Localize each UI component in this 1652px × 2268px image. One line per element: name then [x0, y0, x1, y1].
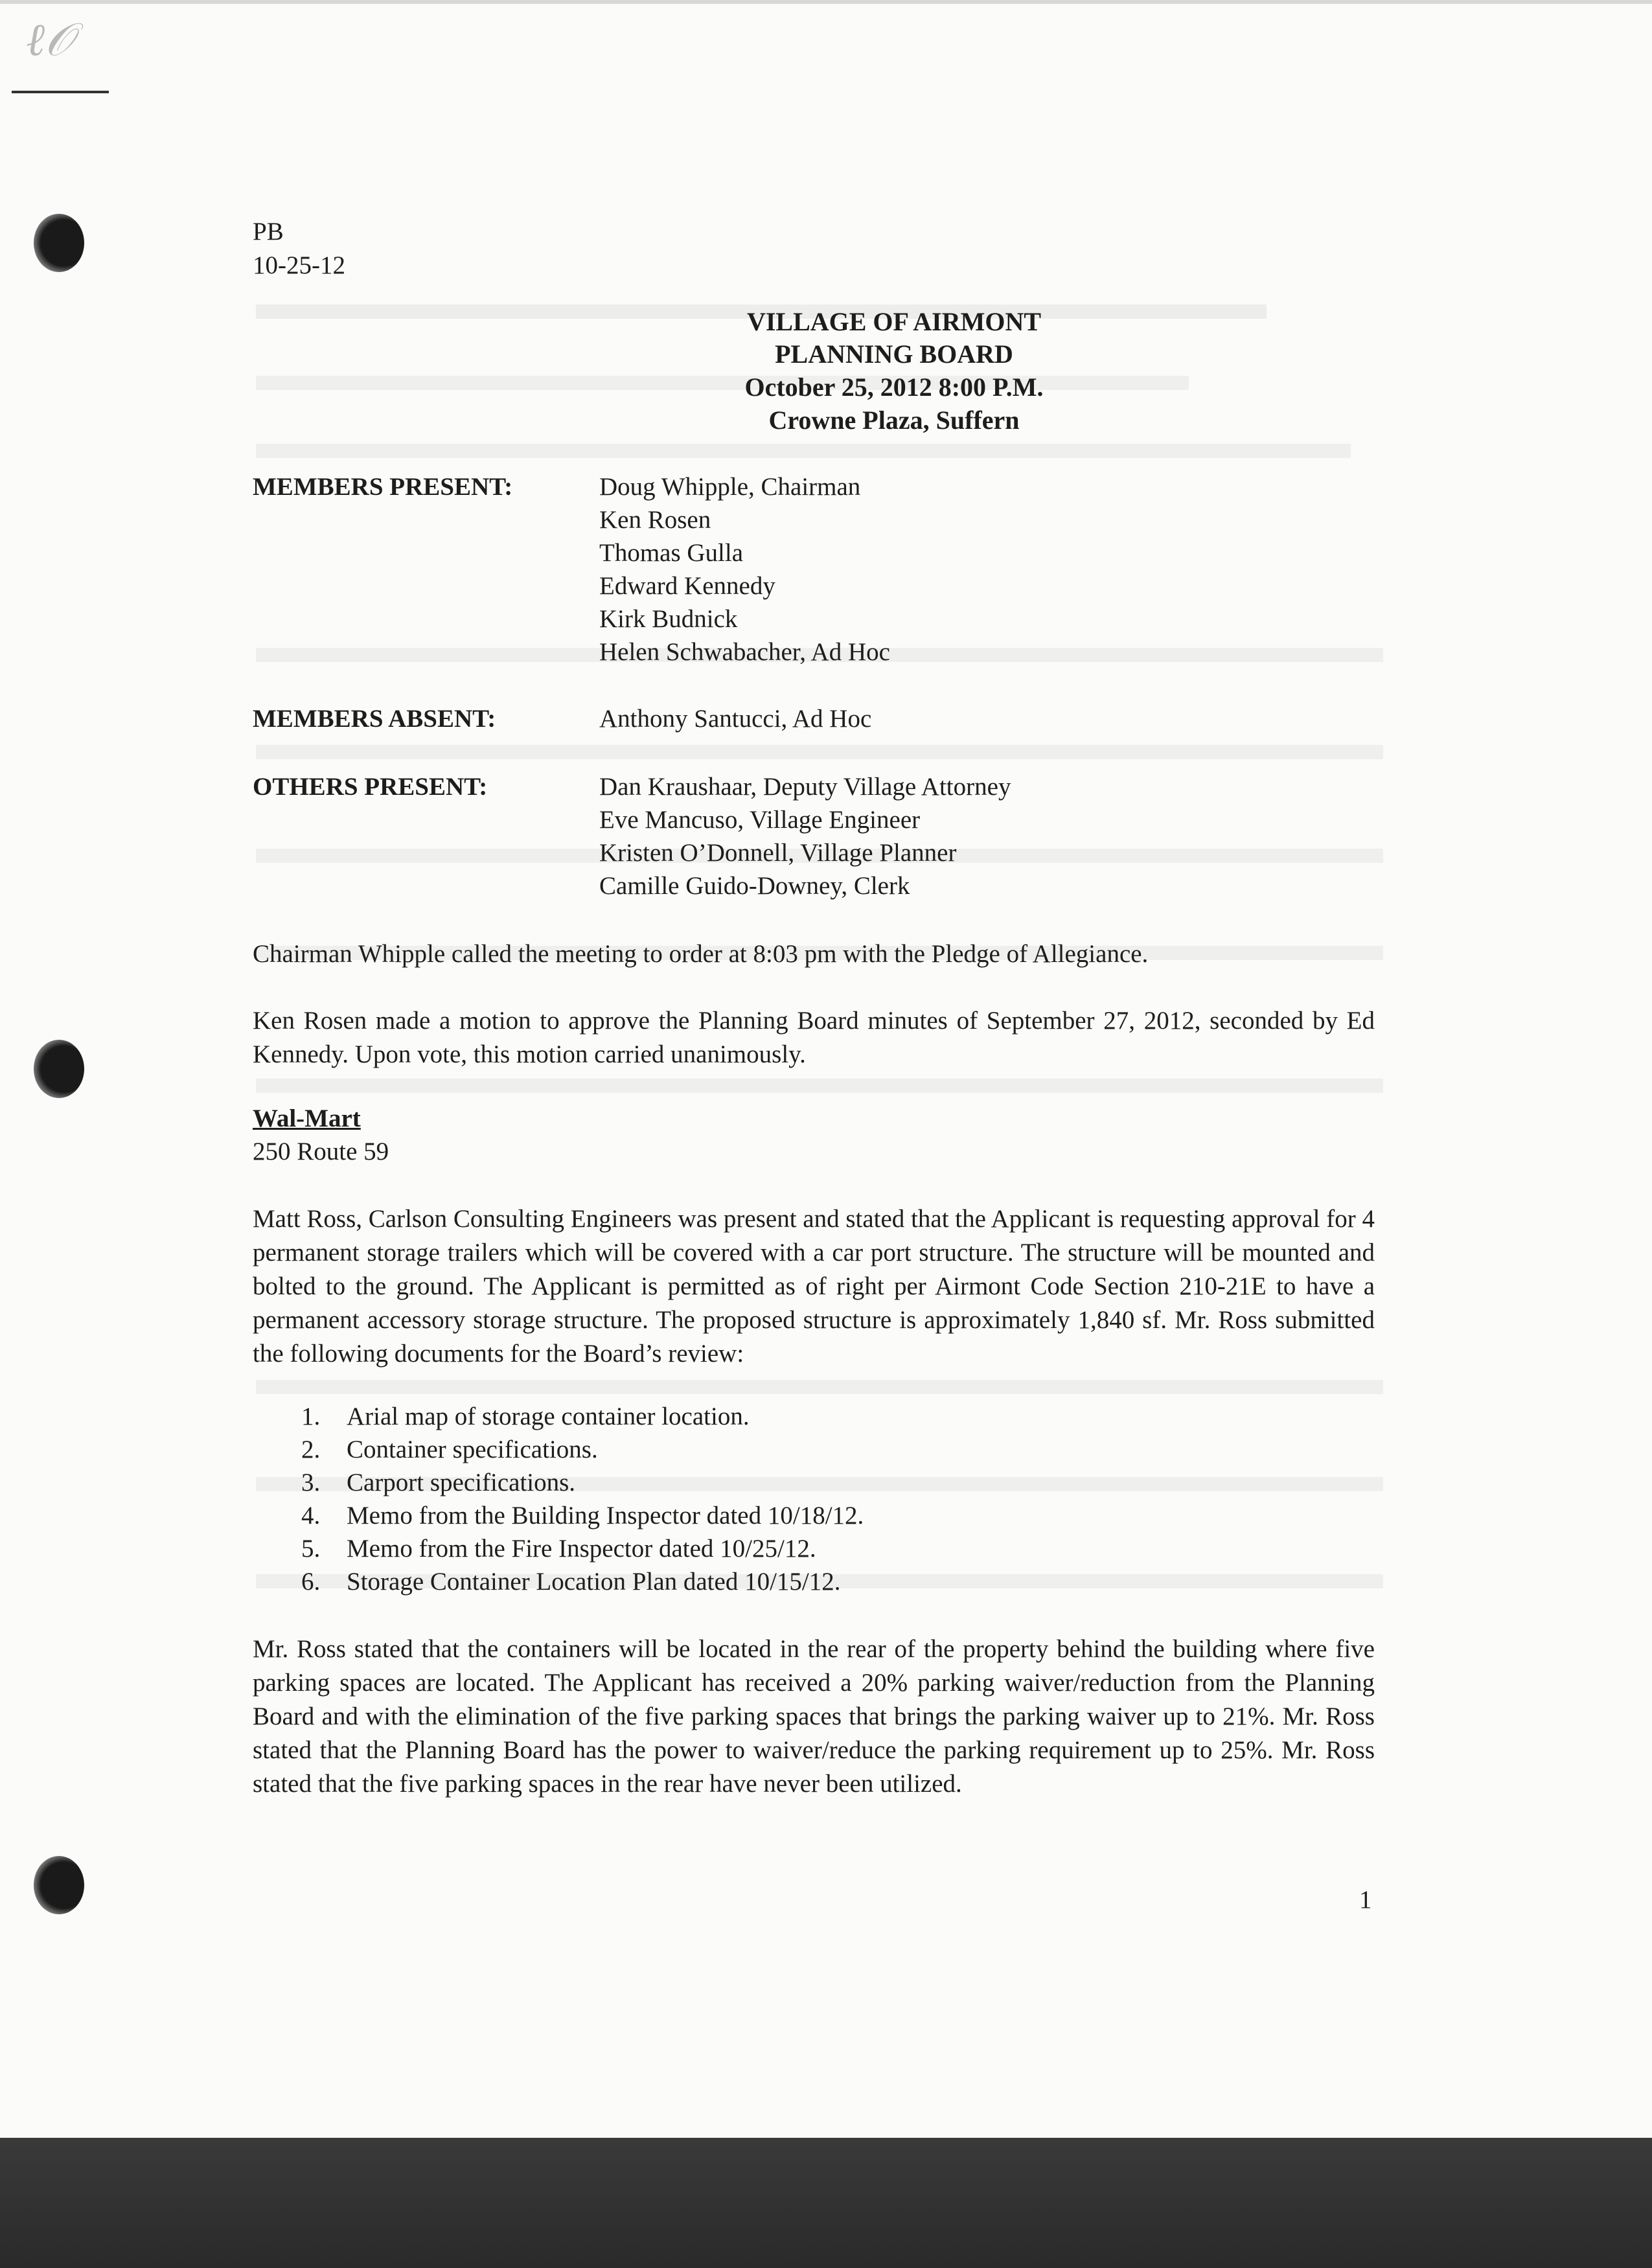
title-location: Crowne Plaza, Suffern — [768, 406, 1020, 435]
call-to-order-paragraph: Chairman Whipple called the meeting to order at 8:03 pm with the Pledge of Allegiance. — [253, 940, 1149, 968]
members-absent-label: MEMBERS ABSENT: — [253, 705, 496, 733]
doc-date: 10-25-12 — [253, 251, 345, 279]
attendee-name: Ken Rosen — [599, 506, 711, 534]
document-list-item: Memo from the Fire Inspector dated 10/25/12. — [347, 1535, 816, 1563]
bleed-through-9 — [256, 1380, 1383, 1394]
corner-pen-mark — [12, 91, 109, 93]
others-present-label: OTHERS PRESENT: — [253, 773, 488, 801]
other-attendee-name: Dan Kraushaar, Deputy Village Attorney — [599, 773, 1011, 801]
doc-code: PB — [253, 218, 284, 246]
title-datetime: October 25, 2012 8:00 P.M. — [744, 372, 1044, 402]
attendee-name: Edward Kennedy — [599, 572, 775, 600]
bleed-through-8 — [256, 1079, 1383, 1093]
application-intro-paragraph: Matt Ross, Carlson Consulting Engineers was present and stated that the Applicant is requesting approval for 4 permanent storage trailers which will be covered with a car port structure. The structure will be mounted and bolted to the ground. The Applicant is permitted as of right per Airmont Code Section 210-21E to have a permanent accessory storage structure. The proposed structure is approximately 1,840 sf. Mr. Ross submitted the following documents for the Board’s review: — [253, 1205, 1375, 1368]
page-top-edge — [0, 0, 1652, 4]
bleed-through-5 — [256, 745, 1383, 759]
attendee-name: Helen Schwabacher, Ad Hoc — [599, 638, 890, 666]
document-list-number: 1. — [301, 1403, 321, 1430]
document-list-item: Storage Container Location Plan dated 10/15/12. — [347, 1568, 841, 1596]
document-list-item: Container specifications. — [347, 1436, 598, 1463]
document-list-number: 5. — [301, 1535, 321, 1563]
document-list-item: Arial map of storage container location. — [347, 1403, 750, 1430]
other-attendee-name: Camille Guido-Downey, Clerk — [599, 872, 910, 900]
scanner-background — [0, 2138, 1652, 2268]
members-present-label: MEMBERS PRESENT: — [253, 473, 513, 501]
title-board: PLANNING BOARD — [775, 339, 1013, 369]
punch-hole-top — [34, 214, 84, 272]
document-list-item: Memo from the Building Inspector dated 10/18/12. — [347, 1502, 864, 1529]
other-attendee-name: Kristen O’Donnell, Village Planner — [599, 839, 957, 867]
containers-location-paragraph: Mr. Ross stated that the containers will be located in the rear of the property behind the building where five parking spaces are located. The Applicant has received a 20% parking waiver/reduction from the Planning Board and with the elimination of the five parking spaces that brings the parking waiver up to 21%. Mr. Ross stated that the Planning Board has the power to waiver/reduce the parking requirement up to 25%. Mr. Ross stated that the five parking spaces in the rear have never been utilized. — [253, 1635, 1375, 1798]
document-list-number: 4. — [301, 1502, 321, 1529]
document-list-number: 2. — [301, 1436, 321, 1463]
attendee-name: Doug Whipple, Chairman — [599, 473, 861, 501]
punch-hole-middle — [34, 1040, 84, 1098]
application-address: 250 Route 59 — [253, 1138, 389, 1165]
punch-hole-bottom — [34, 1856, 84, 1914]
other-attendee-name: Eve Mancuso, Village Engineer — [599, 806, 921, 834]
document-list-number: 3. — [301, 1469, 321, 1496]
document-list-item: Carport specifications. — [347, 1469, 576, 1496]
bleed-through-3 — [256, 444, 1351, 458]
attendee-name: Kirk Budnick — [599, 605, 738, 633]
minutes-motion-paragraph: Ken Rosen made a motion to approve the Planning Board minutes of September 27, 2012, seconded by Ed Kennedy. Upon vote, this motion carried unanimously. — [253, 1007, 1375, 1068]
absentee-name: Anthony Santucci, Ad Hoc — [599, 705, 872, 733]
application-name: Wal-Mart — [253, 1105, 361, 1132]
document-list-number: 6. — [301, 1568, 321, 1596]
attendee-name: Thomas Gulla — [599, 539, 744, 567]
title-village: VILLAGE OF AIRMONT — [746, 307, 1042, 336]
page-number: 1 — [1359, 1886, 1372, 1914]
pencil-scribble: ℓ𝒪 — [26, 13, 74, 66]
